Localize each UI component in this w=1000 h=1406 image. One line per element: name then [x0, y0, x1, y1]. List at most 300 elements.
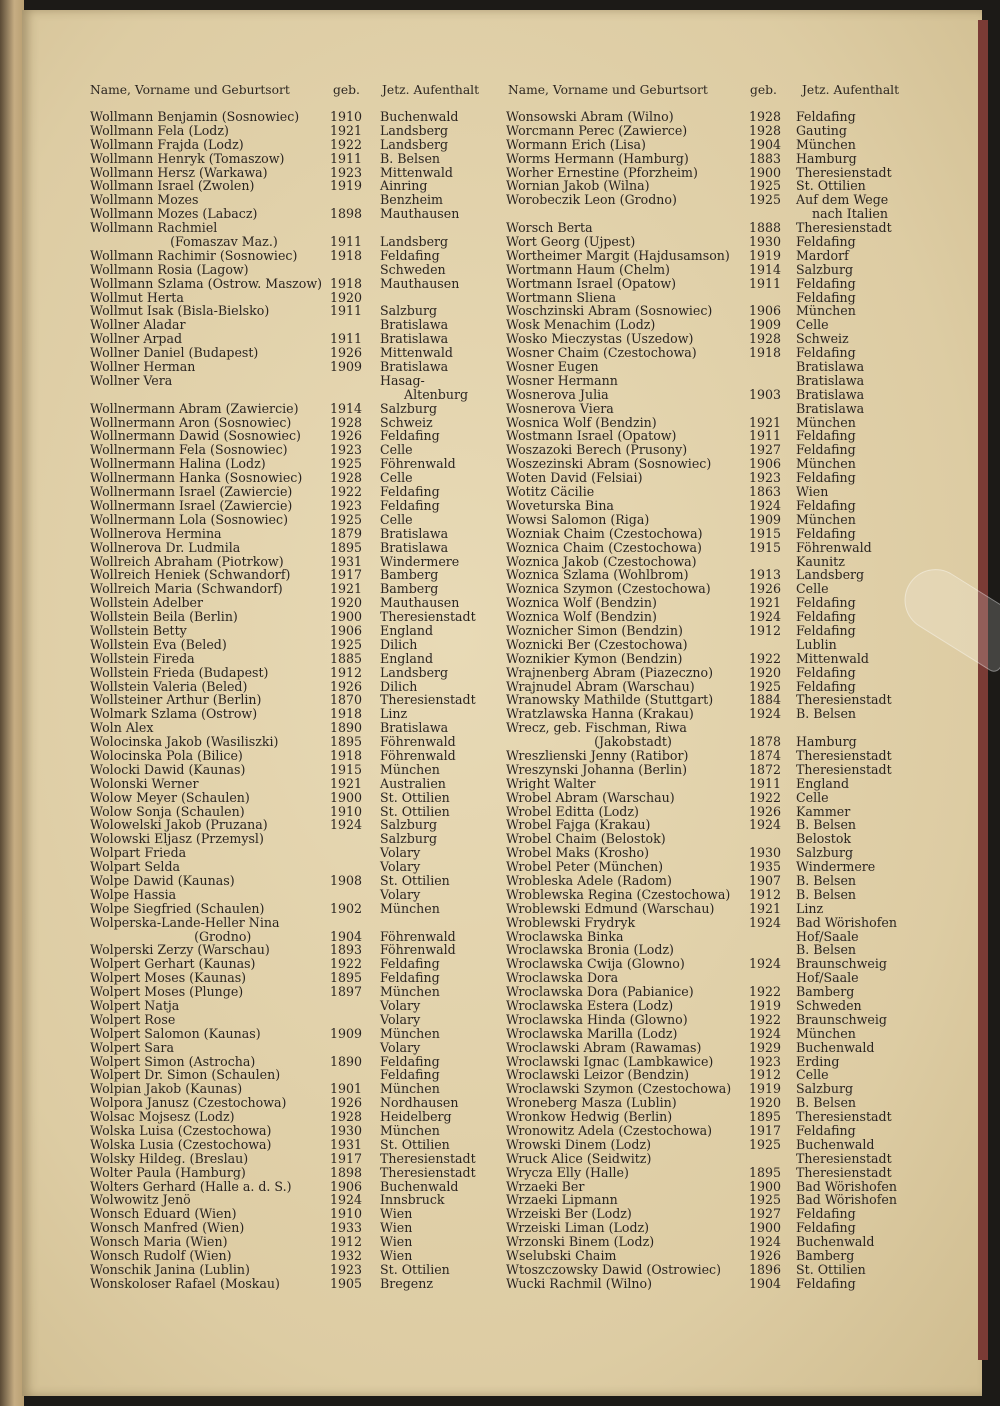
entry-location: Salzburg — [380, 831, 438, 847]
entry-name: Wosko Mieczystas (Uszedow) — [506, 331, 694, 347]
entry-location: Mauthausen — [380, 206, 460, 222]
entry-born: 1912 — [749, 1067, 782, 1083]
entry-name: Wollreich Abraham (Piotrkow) — [90, 553, 284, 569]
list-item — [90, 943, 500, 957]
entry-location: Celle — [380, 442, 413, 458]
entry-name: Wroblewski Frydryk — [506, 914, 636, 930]
entry-location: Theresienstadt — [796, 692, 892, 708]
list-item — [90, 1055, 500, 1069]
entry-location: B. Belsen — [796, 886, 857, 902]
entry-born: 1896 — [749, 1261, 782, 1277]
entry-location: Feldafing — [796, 1220, 856, 1236]
list-item — [506, 1082, 926, 1096]
entry-name: Wollnerova Hermina — [90, 525, 222, 541]
list-item — [506, 1263, 926, 1277]
entry-name: Wolpert Gerhart (Kaunas) — [90, 956, 256, 972]
entry-born: 1924 — [749, 609, 782, 625]
list-item — [90, 902, 500, 916]
entry-location: England — [380, 650, 434, 666]
entry-location: nach Italien — [796, 206, 888, 222]
entry-name: Woznica Szlama (Wohlbrom) — [506, 567, 689, 583]
list-item — [506, 179, 926, 193]
entry-location: St. Ottilien — [380, 803, 450, 819]
header-born: geb. — [333, 83, 360, 97]
entry-born: 1931 — [330, 1136, 363, 1152]
entry-born: 1912 — [749, 622, 782, 638]
entry-born: 1923 — [330, 442, 363, 458]
list-item — [90, 291, 500, 305]
entry-born: 1901 — [330, 1081, 363, 1097]
entry-born: 1898 — [330, 206, 363, 222]
entry-name: Wollstein Valeria (Beled) — [90, 678, 248, 694]
entry-location: München — [380, 984, 440, 1000]
list-item — [90, 1124, 500, 1138]
entry-born: 1878 — [749, 734, 782, 750]
list-item — [90, 207, 500, 221]
entry-name: Wroclawski Abram (Rawamas) — [506, 1039, 702, 1055]
entry-born: 1921 — [330, 122, 363, 138]
entry-born: 1911 — [749, 775, 782, 791]
entry-name: Wrzeiski Ber (Lodz) — [506, 1206, 632, 1222]
list-item — [506, 332, 926, 346]
list-item — [506, 943, 926, 957]
entry-name: Wostmann Israel (Opatow) — [506, 428, 677, 444]
list-item — [90, 443, 500, 457]
entry-name: Wormann Erich (Lisa) — [506, 136, 646, 152]
entry-location: B. Belsen — [796, 1095, 857, 1111]
entry-location: Lublin — [796, 636, 837, 652]
entry-name: Wolpora Janusz (Czestochowa) — [90, 1095, 287, 1111]
entry-location: Theresienstadt — [796, 1109, 892, 1125]
list-item — [90, 1193, 500, 1207]
entry-born: 1928 — [330, 414, 363, 430]
entry-name: Wolpert Moses (Kaunas) — [90, 970, 247, 986]
header-name: Name, Vorname und Geburtsort — [508, 83, 708, 97]
entry-name: Wolpert Rose — [90, 1011, 176, 1027]
list-item — [90, 805, 500, 819]
entry-location: Landsberg — [380, 136, 449, 152]
header-location: Jetz. Aufenthalt — [382, 83, 480, 97]
entry-location: Feldafing — [380, 1053, 440, 1069]
entry-name: Wolters Gerhard (Halle a. d. S.) — [90, 1178, 292, 1194]
list-item — [506, 1152, 926, 1166]
entry-name: Woszazoki Berech (Prusony) — [506, 442, 688, 458]
entry-born: 1900 — [330, 609, 363, 625]
entry-name: Wollmann Rachimir (Sosnowiec) — [90, 247, 298, 263]
entry-name: Wrajnenberg Abram (Piazeczno) — [506, 664, 714, 680]
entry-location: München — [380, 1025, 440, 1041]
list-item — [90, 249, 500, 263]
header-name: Name, Vorname und Geburtsort — [90, 83, 290, 97]
entry-name: Wollstein Beila (Berlin) — [90, 609, 238, 625]
entry-born: 1911 — [330, 150, 363, 166]
entry-location: Theresienstadt — [796, 220, 892, 236]
entry-born: 1928 — [330, 470, 363, 486]
entry-name: Wollsteiner Arthur (Berlin) — [90, 692, 262, 708]
entry-born: 1917 — [330, 567, 363, 583]
list-item — [506, 152, 926, 166]
list-item — [506, 443, 926, 457]
list-item — [90, 332, 500, 346]
entry-born: 1933 — [330, 1220, 363, 1236]
entry-location: Celle — [380, 511, 413, 527]
entry-name: Woznica Wolf (Bendzin) — [506, 595, 657, 611]
entry-name: Wolpert Sara — [90, 1039, 174, 1055]
entry-name: Woszezinski Abram (Sosnowiec) — [506, 456, 712, 472]
entry-location: Braunschweig — [796, 956, 887, 972]
list-item — [90, 1180, 500, 1194]
entry-location: Feldafing — [796, 1275, 856, 1291]
entry-location: Linz — [796, 900, 824, 916]
entry-location: B. Belsen — [380, 150, 441, 166]
list-item — [506, 1193, 926, 1207]
list-item — [90, 930, 500, 944]
list-item — [506, 610, 926, 624]
entry-born: 1895 — [330, 539, 363, 555]
list-item — [506, 388, 926, 402]
entry-location: Altenburg — [380, 386, 469, 402]
entry-location: Bad Wörishofen — [796, 1192, 897, 1208]
entry-location: Theresienstadt — [380, 692, 476, 708]
list-item — [506, 263, 926, 277]
list-item — [90, 1027, 500, 1041]
entry-location: Mauthausen — [380, 275, 460, 291]
list-item — [90, 499, 500, 513]
list-item — [90, 152, 500, 166]
entry-location: Kammer — [796, 803, 851, 819]
list-item — [90, 346, 500, 360]
entry-location: Volary — [380, 845, 421, 861]
entry-location: Bratislawa — [380, 539, 449, 555]
list-item — [506, 304, 926, 318]
entry-born: 1905 — [330, 1275, 363, 1291]
entry-location: Nordhausen — [380, 1095, 459, 1111]
entry-location: Bratislawa — [796, 359, 865, 375]
entry-location: Buchenwald — [380, 1178, 459, 1194]
entry-location: Feldafing — [796, 275, 856, 291]
list-item — [506, 1249, 926, 1263]
list-item — [506, 985, 926, 999]
list-item — [90, 179, 500, 193]
entry-name: Worms Hermann (Hamburg) — [506, 150, 689, 166]
entry-born: 1895 — [749, 1164, 782, 1180]
entry-name: Wolowski Eljasz (Przemysl) — [90, 831, 264, 847]
entry-location: Feldafing — [380, 970, 440, 986]
list-item — [506, 221, 926, 235]
entry-location: Heidelberg — [380, 1109, 452, 1125]
entry-born: 1926 — [330, 1095, 363, 1111]
entry-name: Wolpart Selda — [90, 859, 181, 875]
entry-name: Wort Georg (Ujpest) — [506, 234, 636, 250]
entry-location: Celle — [796, 1067, 829, 1083]
entry-name: Wolonski Werner — [90, 775, 199, 791]
entry-name: Wonskoloser Rafael (Moskau) — [90, 1275, 280, 1291]
entry-born: 1930 — [749, 845, 782, 861]
entry-location: Föhrenwald — [380, 942, 456, 958]
entry-born: 1928 — [749, 122, 782, 138]
entry-location: Bregenz — [380, 1275, 433, 1291]
entry-name: Wollner Vera — [90, 372, 173, 388]
entry-born: 1895 — [330, 970, 363, 986]
list-item — [90, 610, 500, 624]
entry-location: B. Belsen — [796, 706, 857, 722]
entry-location: Feldafing — [796, 234, 856, 250]
entry-name: Wronkow Hedwig (Berlin) — [506, 1109, 673, 1125]
entry-name: Wonsch Maria (Wien) — [90, 1234, 228, 1250]
list-item — [90, 304, 500, 318]
entry-location: Bratislawa — [380, 359, 449, 375]
entry-born: 1923 — [749, 470, 782, 486]
entry-name: Wolska Lusia (Czestochowa) — [90, 1136, 272, 1152]
entry-born: 1913 — [749, 567, 782, 583]
entry-born: 1919 — [749, 1081, 782, 1097]
list-item — [506, 416, 926, 430]
entry-born: 1911 — [330, 234, 363, 250]
entry-born: 1925 — [749, 178, 782, 194]
list-item — [506, 666, 926, 680]
entry-name: Wollreich Maria (Schwandorf) — [90, 581, 283, 597]
entry-location: Schweiz — [380, 414, 433, 430]
entry-location: München — [796, 414, 856, 430]
entry-born: 1903 — [749, 386, 782, 402]
entry-name: Woznikier Kymon (Bendzin) — [506, 650, 683, 666]
list-item — [506, 541, 926, 555]
entry-born: 1918 — [330, 747, 363, 763]
entry-born: 1909 — [330, 359, 363, 375]
entry-name: Wollstein Eva (Beled) — [90, 636, 227, 652]
entry-born: 1910 — [330, 803, 363, 819]
list-item — [90, 1277, 500, 1291]
entry-born: 1925 — [749, 192, 782, 208]
entry-location: München — [796, 1025, 856, 1041]
entry-location: Theresienstadt — [380, 1164, 476, 1180]
entry-born: 1888 — [749, 220, 782, 236]
entry-born: 1900 — [330, 789, 363, 805]
entry-name: Wroblewska Regina (Czestochowa) — [506, 886, 731, 902]
entry-name: Wreszlienski Jenny (Ratibor) — [506, 747, 689, 763]
entry-location: Volary — [380, 886, 421, 902]
list-item — [90, 1221, 500, 1235]
entry-location: St. Ottilien — [380, 1136, 450, 1152]
list-item — [90, 846, 500, 860]
entry-born: 1921 — [749, 595, 782, 611]
entry-born: 1925 — [330, 456, 363, 472]
entry-name: Wosnerova Viera — [506, 400, 614, 416]
entry-born: 1910 — [330, 1206, 363, 1222]
entry-name: Woznica Szymon (Czestochowa) — [506, 581, 711, 597]
entry-name: Wolmark Szlama (Ostrow) — [90, 706, 258, 722]
entry-born: 1910 — [330, 109, 363, 124]
entry-location: Föhrenwald — [380, 928, 456, 944]
entry-location: Bamberg — [380, 567, 439, 583]
entry-born: 1925 — [330, 636, 363, 652]
list-item — [90, 318, 500, 332]
entry-born: 1932 — [330, 1248, 363, 1264]
entry-born: 1922 — [330, 956, 363, 972]
entry-name: Wrzaeki Ber — [506, 1178, 585, 1194]
entry-location: Feldafing — [796, 497, 856, 513]
list-item — [506, 638, 926, 652]
entry-name: Wowsi Salomon (Riga) — [506, 511, 650, 527]
entry-name: Woznica Chaim (Czestochowa) — [506, 539, 702, 555]
list-item — [506, 888, 926, 902]
entry-location: Braunschweig — [796, 1011, 887, 1027]
list-item — [90, 485, 500, 499]
entry-name: Wollnermann Aron (Sosnowiec) — [90, 414, 292, 430]
entry-name: Wrowski Dinem (Lodz) — [506, 1136, 651, 1152]
list-item — [506, 360, 926, 374]
entry-born: 1893 — [330, 942, 363, 958]
entry-born: 1928 — [749, 109, 782, 124]
entry-born: 1895 — [749, 1109, 782, 1125]
entry-born: 1922 — [330, 136, 363, 152]
entry-location: Feldafing — [380, 484, 440, 500]
entry-name: Wollmann Benjamin (Sosnowiec) — [90, 109, 300, 124]
entry-location: Bamberg — [796, 1248, 855, 1264]
entry-location: Hamburg — [796, 734, 857, 750]
list-item — [506, 1277, 926, 1291]
list-item — [506, 624, 926, 638]
entry-location: Bratislawa — [380, 331, 449, 347]
list-item — [90, 652, 500, 666]
entry-born: 1902 — [330, 900, 363, 916]
list-item — [506, 1110, 926, 1124]
entry-location: München — [796, 303, 856, 319]
entry-location: Bad Wörishofen — [796, 1178, 897, 1194]
entry-born: 1909 — [749, 317, 782, 333]
entry-born: 1921 — [330, 775, 363, 791]
entry-name: Wosner Chaim (Czestochowa) — [506, 345, 697, 361]
list-item — [506, 374, 926, 388]
entry-born: 1918 — [330, 247, 363, 263]
entry-name: Wroblewski Edmund (Warschau) — [506, 900, 715, 916]
list-item — [506, 1096, 926, 1110]
entry-location: Innsbruck — [380, 1192, 445, 1208]
list-item — [506, 402, 926, 416]
entry-name: Wrobel Chaim (Belostok) — [506, 831, 666, 847]
entry-born: 1914 — [330, 400, 363, 416]
entry-location: Föhrenwald — [380, 456, 456, 472]
list-item — [506, 207, 926, 221]
book-spine-edge — [0, 0, 24, 1406]
list-item — [506, 777, 926, 791]
list-item — [90, 1263, 500, 1277]
list-item — [90, 638, 500, 652]
entry-born: 1900 — [749, 1220, 782, 1236]
entry-born: 1884 — [749, 692, 782, 708]
entry-born: 1917 — [749, 1123, 782, 1139]
entry-born: 1906 — [749, 456, 782, 472]
entry-name: Wollner Arpad — [90, 331, 183, 347]
right-column — [506, 80, 926, 1291]
entry-name: Wollmann Rosia (Lagow) — [90, 261, 249, 277]
entry-location: B. Belsen — [796, 817, 857, 833]
list-item — [90, 1138, 500, 1152]
list-item — [506, 110, 926, 124]
entry-name: Wolperska-Lande-Heller Nina — [90, 914, 280, 930]
entry-location: Belostok — [796, 831, 852, 847]
list-item — [506, 527, 926, 541]
entry-location: Salzburg — [380, 400, 438, 416]
list-item — [506, 805, 926, 819]
entry-location: St. Ottilien — [796, 1261, 866, 1277]
entry-name: Wollnerova Dr. Ludmila — [90, 539, 241, 555]
entry-name: Wroclawska Dora (Pabianice) — [506, 984, 694, 1000]
entry-born: 1912 — [749, 886, 782, 902]
header-location: Jetz. Aufenthalt — [802, 83, 900, 97]
entry-location: Feldafing — [380, 956, 440, 972]
entry-location: Salzburg — [380, 303, 438, 319]
list-item — [506, 721, 926, 735]
entry-name: Wolpert Natja — [90, 998, 180, 1013]
entry-name: Wrzonski Binem (Lodz) — [506, 1234, 655, 1250]
entry-location: Föhrenwald — [380, 734, 456, 750]
entry-born: 1928 — [330, 1109, 363, 1125]
entry-born: 1925 — [330, 511, 363, 527]
entry-location: Schweiz — [796, 331, 849, 347]
list-item — [90, 1152, 500, 1166]
list-item — [90, 999, 500, 1013]
entry-born: 1923 — [330, 164, 363, 180]
entry-born: 1931 — [330, 553, 363, 569]
entry-name: Wollnermann Israel (Zawiercie) — [90, 484, 293, 500]
entry-name: Woznicki Ber (Czestochowa) — [506, 636, 688, 652]
entry-location: Theresienstadt — [796, 747, 892, 763]
entry-name: Worsch Berta — [506, 220, 593, 236]
entry-name: Wonsch Rudolf (Wien) — [90, 1248, 232, 1264]
entry-name: Wollmann Frajda (Lodz) — [90, 136, 244, 152]
entry-born: 1870 — [330, 692, 363, 708]
entry-name: Wollmann Hersz (Warkawa) — [90, 164, 268, 180]
list-item — [90, 457, 500, 471]
entry-location: Theresienstadt — [380, 609, 476, 625]
entry-name: Wollnermann Abram (Zawiercie) — [90, 400, 299, 416]
entry-born: 1922 — [749, 1011, 782, 1027]
entry-location: München — [380, 761, 440, 777]
entry-name: Wselubski Chaim — [506, 1248, 617, 1264]
entry-name: Wroclawska Cwija (Glowno) — [506, 956, 685, 972]
entry-location: Feldafing — [796, 428, 856, 444]
entry-born: 1885 — [330, 650, 363, 666]
entry-name: Wollner Herman — [90, 359, 196, 375]
entry-name: Wollner Aladar — [90, 317, 186, 333]
entry-name: Wroclawski Szymon (Czestochowa) — [506, 1081, 732, 1097]
list-item — [90, 221, 500, 235]
entry-born: 1922 — [749, 789, 782, 805]
entry-name: Wronowitz Adela (Czestochowa) — [506, 1123, 713, 1139]
list-item — [506, 291, 926, 305]
entry-location: Hof/Saale — [796, 970, 859, 986]
list-item — [506, 791, 926, 805]
list-item — [506, 763, 926, 777]
entry-name: (Grodno) — [90, 928, 252, 944]
list-item — [90, 818, 500, 832]
entry-born: 1917 — [330, 1150, 363, 1166]
entry-born: 1883 — [749, 150, 782, 166]
entry-name: Wollmann Mozes — [90, 192, 199, 208]
list-item — [506, 818, 926, 832]
list-item — [506, 832, 926, 846]
entry-location: Mauthausen — [380, 595, 460, 611]
entry-born: 1925 — [749, 1192, 782, 1208]
entry-born: 1920 — [330, 595, 363, 611]
entry-name: Wtoszczowsky Dawid (Ostrowiec) — [506, 1261, 722, 1277]
list-item — [90, 1082, 500, 1096]
entry-born: 1924 — [749, 817, 782, 833]
list-item — [506, 318, 926, 332]
list-item — [506, 568, 926, 582]
list-item — [90, 110, 500, 124]
